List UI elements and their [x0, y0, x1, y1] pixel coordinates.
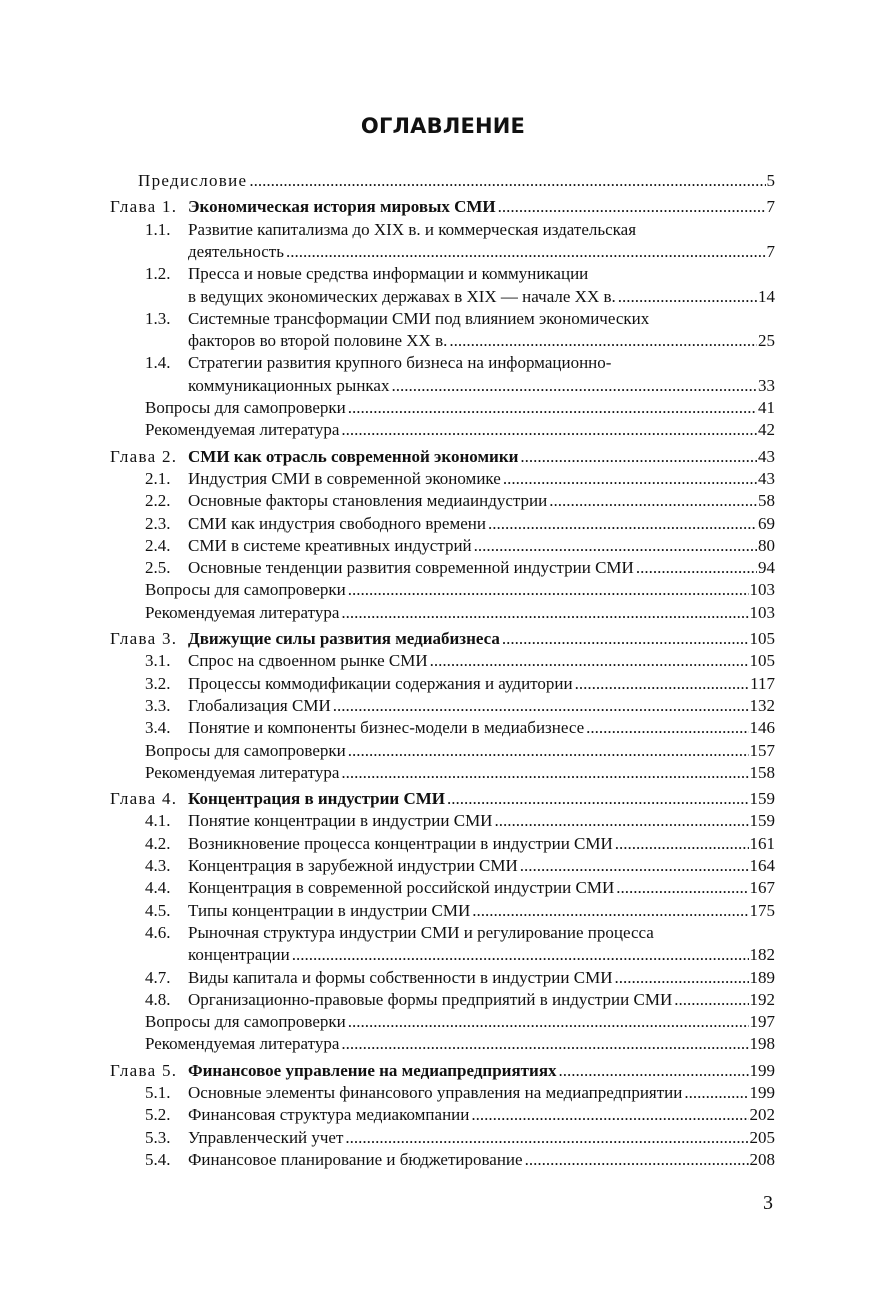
- entry-leader: [145, 1011, 775, 1033]
- entry-page: 7: [766, 197, 775, 217]
- dot-leader: [348, 1011, 749, 1033]
- toc-section: [0, 557, 886, 579]
- entry-title: Основные факторы становления медиаиндустрии: [188, 491, 548, 511]
- entry-title: Рекомендуемая литература: [145, 762, 340, 782]
- dot-leader: [333, 695, 749, 717]
- toc-section: [0, 967, 886, 989]
- entry-leader: [188, 468, 775, 490]
- entry-leader: [138, 170, 775, 192]
- section-number: 4.2.: [145, 833, 171, 853]
- section-number: 3.4.: [145, 718, 171, 738]
- entry-leader: [188, 944, 775, 966]
- dot-leader: [348, 740, 749, 762]
- toc-section: [0, 535, 886, 557]
- toc-section: [0, 263, 886, 285]
- dot-leader: [520, 855, 749, 877]
- entry-page: 161: [749, 833, 775, 853]
- section-number: 5.3.: [145, 1127, 171, 1147]
- toc-section: [0, 219, 886, 241]
- section-number: 4.4.: [145, 878, 171, 898]
- dot-leader: [684, 1082, 748, 1104]
- entry-page: 189: [749, 967, 775, 987]
- section-number: 5.2.: [145, 1105, 171, 1125]
- entry-leader: [188, 513, 775, 535]
- entry-page: 208: [749, 1149, 775, 1169]
- entry-leader: [188, 330, 775, 352]
- entry-title: Возникновение процесса концентрации в индустрии СМИ: [188, 833, 613, 853]
- entry-title: Концентрация в индустрии СМИ: [188, 789, 446, 809]
- toc-section: [0, 833, 886, 855]
- toc-section: [0, 1082, 886, 1104]
- dot-leader: [575, 673, 750, 695]
- entry-title: Предисловие: [138, 171, 248, 190]
- entry-page: 192: [749, 989, 775, 1009]
- toc-section: [0, 810, 886, 832]
- entry-page: 42: [758, 420, 775, 440]
- entry-leader: [188, 877, 775, 899]
- dot-leader: [471, 1104, 748, 1126]
- dot-leader: [520, 446, 757, 468]
- entry-page: 43: [758, 468, 775, 488]
- entry-title: Движущие силы развития медиабизнеса: [188, 629, 500, 648]
- toc-literature: [0, 602, 886, 624]
- entry-leader: [188, 196, 775, 218]
- dot-leader: [348, 397, 757, 419]
- toc-chapter: [0, 1060, 886, 1082]
- dot-leader: [249, 170, 765, 192]
- entry-title: Понятие концентрации в индустрии СМИ: [188, 811, 493, 831]
- dot-leader: [474, 535, 757, 557]
- entry-page: 146: [749, 718, 775, 738]
- entry-page: 197: [749, 1012, 775, 1032]
- entry-leader: [188, 989, 775, 1011]
- toc-chapter: [0, 196, 886, 218]
- dot-leader: [549, 490, 757, 512]
- entry-title: Основные элементы финансового управления на медиапредприятии: [188, 1083, 683, 1102]
- entry-title: Финансовое планирование и бюджетирование: [188, 1149, 523, 1169]
- entry-leader: [188, 241, 775, 263]
- entry-page: 198: [749, 1034, 775, 1054]
- entry-page: 157: [749, 740, 775, 760]
- entry-page: 41: [758, 398, 775, 417]
- entry-page: 80: [758, 535, 775, 555]
- toc-section: [0, 900, 886, 922]
- section-number: 3.3.: [145, 695, 171, 715]
- entry-leader: [188, 557, 775, 579]
- entry-title: Глобализация СМИ: [188, 695, 331, 715]
- entry-leader: [188, 833, 775, 855]
- section-title-line1: Пресса и новые средства информации и коммуникации: [188, 264, 589, 284]
- entry-leader: [188, 855, 775, 877]
- entry-leader: [188, 446, 775, 468]
- toc-section-continuation: [0, 375, 886, 397]
- section-number: 4.3.: [145, 856, 171, 875]
- chapter-label: Глава 2.: [110, 446, 178, 466]
- toc-chapter: [0, 446, 886, 468]
- section-number: 2.1.: [145, 468, 171, 488]
- entry-page: 199: [749, 1083, 775, 1102]
- toc-questions: [0, 397, 886, 419]
- entry-leader: [145, 397, 775, 419]
- section-number: 1.3.: [145, 308, 171, 328]
- dot-leader: [616, 877, 748, 899]
- toc-section-continuation: [0, 241, 886, 263]
- section-number: 2.3.: [145, 513, 171, 533]
- entry-title: Рекомендуемая литература: [145, 1034, 340, 1054]
- toc-section: [0, 922, 886, 944]
- entry-page: 25: [758, 331, 775, 351]
- entry-page: 158: [749, 762, 775, 782]
- chapter-label: Глава 1.: [110, 197, 178, 217]
- section-title-line1: Рыночная структура индустрии СМИ и регулирование процесса: [188, 922, 654, 942]
- entry-leader: [188, 673, 775, 695]
- entry-page: 14: [758, 286, 775, 306]
- toc-section: [0, 650, 886, 672]
- dot-leader: [488, 513, 757, 535]
- entry-page: 202: [749, 1105, 775, 1125]
- toc-section: [0, 877, 886, 899]
- chapter-label: Глава 5.: [110, 1060, 178, 1080]
- entry-page: 103: [749, 602, 775, 622]
- entry-page: 43: [758, 446, 775, 466]
- section-number: 3.1.: [145, 651, 171, 671]
- entry-page: 69: [758, 513, 775, 533]
- entry-title: Вопросы для самопроверки: [145, 1012, 346, 1032]
- entry-leader: [145, 579, 775, 601]
- toc-literature: [0, 762, 886, 784]
- entry-leader: [188, 717, 775, 739]
- entry-page: 132: [749, 695, 775, 715]
- dot-leader: [449, 330, 757, 352]
- toc-section: [0, 717, 886, 739]
- entry-leader: [145, 740, 775, 762]
- dot-leader: [348, 579, 749, 601]
- entry-title: Концентрация в зарубежной индустрии СМИ: [188, 856, 518, 875]
- section-number: 4.6.: [145, 922, 171, 942]
- dot-leader: [391, 375, 757, 397]
- toc-section: [0, 490, 886, 512]
- toc-section-continuation: [0, 286, 886, 308]
- entry-title: Вопросы для самопроверки: [145, 740, 346, 760]
- toc-section-continuation: [0, 944, 886, 966]
- dot-leader: [559, 1060, 749, 1082]
- entry-leader: [188, 810, 775, 832]
- dot-leader: [636, 557, 757, 579]
- entry-title: Спрос на сдвоенном рынке СМИ: [188, 651, 428, 671]
- entry-leader: [188, 628, 775, 650]
- entry-page: 164: [749, 856, 775, 875]
- section-number: 2.4.: [145, 535, 171, 555]
- entry-page: 205: [749, 1127, 775, 1147]
- section-number: 5.1.: [145, 1083, 171, 1102]
- section-number: 1.2.: [145, 264, 171, 284]
- entry-title: Экономическая история мировых СМИ: [188, 197, 496, 217]
- entry-title: Вопросы для самопроверки: [145, 580, 346, 600]
- toc-section: [0, 1127, 886, 1149]
- dot-leader: [525, 1149, 749, 1171]
- toc-chapter: [0, 788, 886, 810]
- chapter-label: Глава 4.: [110, 789, 178, 809]
- entry-leader: [188, 1104, 775, 1126]
- entry-leader: [188, 375, 775, 397]
- entry-page: 175: [749, 900, 775, 920]
- entry-title: деятельность: [188, 241, 284, 261]
- toc-questions: [0, 740, 886, 762]
- entry-page: 7: [766, 241, 775, 261]
- entry-leader: [188, 1082, 775, 1104]
- entry-leader: [188, 650, 775, 672]
- entry-leader: [188, 490, 775, 512]
- dot-leader: [498, 196, 766, 218]
- dot-leader: [341, 419, 757, 441]
- dot-leader: [615, 967, 749, 989]
- entry-title: Понятие и компоненты бизнес-модели в медиабизнесе: [188, 718, 585, 738]
- toc-section: [0, 352, 886, 374]
- entry-leader: [188, 695, 775, 717]
- entry-title: Индустрия СМИ в современной экономике: [188, 468, 501, 488]
- entry-page: 105: [749, 629, 775, 648]
- dot-leader: [447, 788, 748, 810]
- toc-section: [0, 855, 886, 877]
- dot-leader: [286, 241, 766, 263]
- dot-leader: [674, 989, 748, 1011]
- dot-leader: [341, 602, 748, 624]
- toc-section-continuation: [0, 330, 886, 352]
- entry-page: 159: [749, 789, 775, 809]
- section-number: 3.2.: [145, 673, 171, 693]
- entry-page: 5: [766, 171, 775, 190]
- entry-leader: [188, 535, 775, 557]
- entry-page: 159: [749, 811, 775, 831]
- chapter-label: Глава 3.: [110, 629, 178, 648]
- entry-title: Концентрация в современной российской индустрии СМИ: [188, 878, 615, 898]
- entry-title: СМИ как индустрия свободного времени: [188, 513, 486, 533]
- page-number: 3: [763, 1192, 773, 1214]
- dot-leader: [341, 762, 748, 784]
- toc-section: [0, 468, 886, 490]
- entry-page: 117: [750, 673, 775, 693]
- toc-section: [0, 1104, 886, 1126]
- toc-section: [0, 989, 886, 1011]
- entry-page: 94: [758, 558, 775, 578]
- entry-leader: [188, 900, 775, 922]
- toc-section: [0, 513, 886, 535]
- section-title-line1: Стратегии развития крупного бизнеса на информационно-: [188, 353, 612, 373]
- toc-questions: [0, 1011, 886, 1033]
- entry-title: Управленческий учет: [188, 1127, 344, 1147]
- toc-literature: [0, 1033, 886, 1055]
- dot-leader: [292, 944, 749, 966]
- entry-title: Основные тенденции развития современной индустрии СМИ: [188, 558, 634, 578]
- section-title-line1: Системные трансформации СМИ под влиянием экономических: [188, 308, 650, 328]
- entry-leader: [145, 419, 775, 441]
- section-number: 4.8.: [145, 989, 171, 1009]
- entry-title: Организационно-правовые формы предприятий в индустрии СМИ: [188, 989, 673, 1009]
- entry-title: СМИ как отрасль современной экономики: [188, 446, 519, 466]
- dot-leader: [345, 1127, 748, 1149]
- entry-title: Финансовая структура медиакомпании: [188, 1105, 470, 1125]
- section-title-line1: Развитие капитализма до XIX в. и коммерческая издательская: [188, 219, 637, 239]
- entry-page: 103: [749, 580, 775, 600]
- section-number: 4.5.: [145, 900, 171, 920]
- section-number: 1.4.: [145, 353, 171, 373]
- entry-title: в ведущих экономических державах в XIX — начале XX в.: [188, 286, 616, 306]
- entry-page: 58: [758, 491, 775, 511]
- dot-leader: [615, 833, 749, 855]
- entry-leader: [188, 788, 775, 810]
- section-number: 4.1.: [145, 811, 171, 831]
- entry-leader: [145, 602, 775, 624]
- entry-page: 105: [749, 651, 775, 671]
- dot-leader: [502, 628, 749, 650]
- entry-title: Виды капитала и формы собственности в индустрии СМИ: [188, 967, 613, 987]
- entry-leader: [188, 1060, 775, 1082]
- dot-leader: [472, 900, 748, 922]
- entry-leader: [188, 1149, 775, 1171]
- dot-leader: [586, 717, 748, 739]
- entry-leader: [145, 1033, 775, 1055]
- toc-questions: [0, 579, 886, 601]
- entry-title: коммуникационных рынках: [188, 375, 390, 395]
- entry-page: 182: [749, 945, 775, 965]
- toc-section: [0, 673, 886, 695]
- entry-page: 199: [749, 1060, 775, 1080]
- page-title: ОГЛАВЛЕНИЕ: [360, 114, 526, 138]
- entry-title: концентрации: [188, 945, 290, 965]
- section-number: 2.2.: [145, 491, 171, 511]
- entry-title: Вопросы для самопроверки: [145, 398, 346, 417]
- entry-title: факторов во второй половине XX в.: [188, 331, 448, 351]
- toc-section: [0, 308, 886, 330]
- entry-title: Процессы коммодификации содержания и аудитории: [188, 673, 573, 693]
- entry-page: 33: [758, 375, 775, 395]
- entry-leader: [145, 762, 775, 784]
- entry-title: Типы концентрации в индустрии СМИ: [188, 900, 471, 920]
- section-number: 2.5.: [145, 558, 171, 578]
- dot-leader: [494, 810, 748, 832]
- toc-literature: [0, 419, 886, 441]
- dot-leader: [430, 650, 749, 672]
- entry-leader: [188, 286, 775, 308]
- entry-title: Рекомендуемая литература: [145, 602, 340, 622]
- toc-chapter: [0, 628, 886, 650]
- section-number: 4.7.: [145, 967, 171, 987]
- toc-section: [0, 695, 886, 717]
- entry-title: Финансовое управление на медиапредприятиях: [188, 1060, 557, 1080]
- section-number: 1.1.: [145, 219, 171, 239]
- entry-leader: [188, 1127, 775, 1149]
- entry-leader: [188, 967, 775, 989]
- dot-leader: [341, 1033, 748, 1055]
- dot-leader: [618, 286, 757, 308]
- entry-title: СМИ в системе креативных индустрий: [188, 535, 472, 555]
- toc-section: [0, 1149, 886, 1171]
- section-number: 5.4.: [145, 1149, 171, 1169]
- entry-title: Рекомендуемая литература: [145, 420, 340, 440]
- dot-leader: [503, 468, 757, 490]
- toc-preface: [0, 170, 886, 192]
- entry-page: 167: [749, 878, 775, 898]
